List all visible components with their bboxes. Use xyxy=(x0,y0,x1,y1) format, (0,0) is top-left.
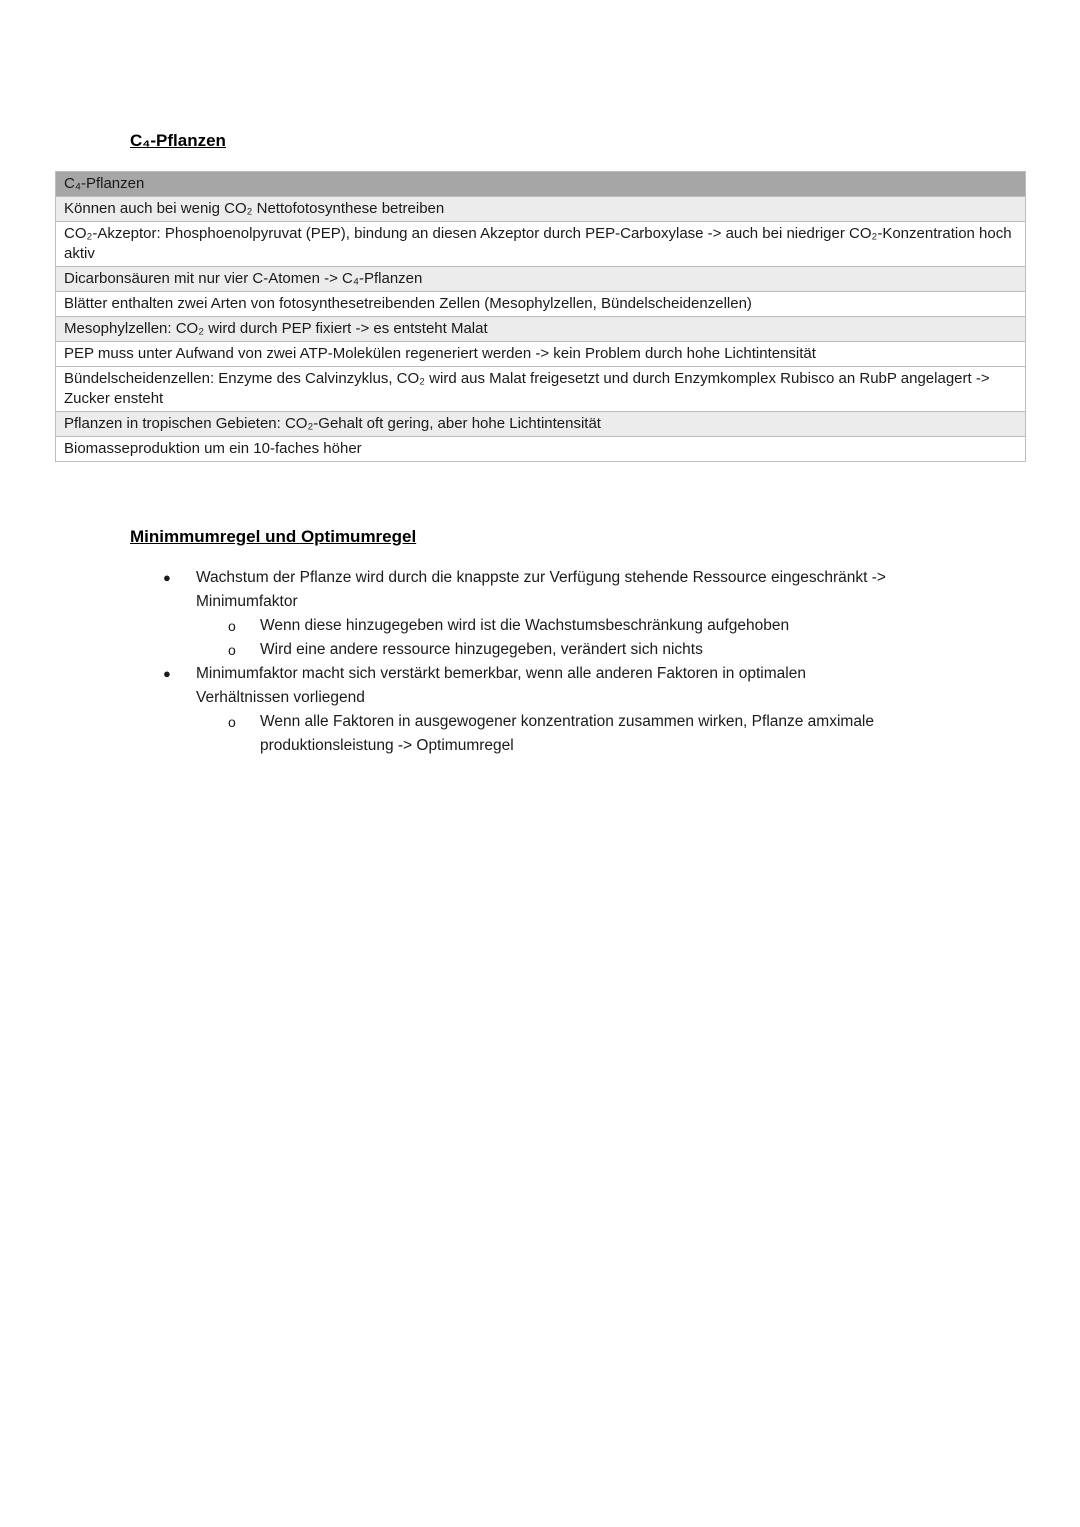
table-row: Mesophylzellen: CO₂ wird durch PEP fixiert -> es entsteht Malat xyxy=(56,317,1025,342)
bullet-item xyxy=(163,662,893,710)
disc-bullet-marker: ● xyxy=(163,570,171,585)
circle-bullet-marker: o xyxy=(228,642,236,658)
sub-bullet-item xyxy=(163,614,893,638)
table-row: Biomasseproduktion um ein 10-faches höher xyxy=(56,437,1025,462)
bullet-item xyxy=(163,566,893,614)
table-row: Blätter enthalten zwei Arten von fotosynthesetreibenden Zellen (Mesophylzellen, Bündelscheidenzellen) xyxy=(56,292,1025,317)
heading-minimumregel: Minimmumregel und Optimumregel xyxy=(130,527,417,546)
table-header-row: C₄-Pflanzen xyxy=(56,172,1025,197)
bullet-text: Wenn alle Faktoren in ausgewogener konzentration zusammen wirken, Pflanze amximale produktionsleistung -> Optimumregel xyxy=(260,713,874,754)
table-row: CO₂-Akzeptor: Phosphoenolpyruvat (PEP), bindung an diesen Akzeptor durch PEP-Carboxylase -> auch bei niedriger CO₂-Konzentration hoch aktiv xyxy=(56,222,1025,267)
bullet-text: Minimumfaktor macht sich verstärkt bemerkbar, wenn alle anderen Faktoren in optimalen Verhältnissen vorliegend xyxy=(196,665,806,706)
table-row: Dicarbonsäuren mit nur vier C-Atomen -> C₄-Pflanzen xyxy=(56,267,1025,292)
circle-bullet-marker: o xyxy=(228,714,236,730)
bullet-text: Wachstum der Pflanze wird durch die knappste zur Verfügung stehende Ressource eingeschränkt -> Minimumfaktor xyxy=(196,569,886,610)
notes-table xyxy=(55,171,1026,462)
table-rows xyxy=(56,197,1025,462)
disc-bullet-marker: ● xyxy=(163,666,171,681)
table-row: Bündelscheidenzellen: Enzyme des Calvinzyklus, CO₂ wird aus Malat freigesetzt und durch Enzymkomplex Rubisco an RubP angelagert -> Zucker ensteht xyxy=(56,367,1025,412)
circle-bullet-marker: o xyxy=(228,618,236,634)
table-row: PEP muss unter Aufwand von zwei ATP-Molekülen regeneriert werden -> kein Problem durch hohe Lichtintensität xyxy=(56,342,1025,367)
bullet-text: Wird eine andere ressource hinzugegeben, verändert sich nichts xyxy=(260,641,703,658)
sub-bullet-item xyxy=(163,638,893,662)
sub-bullet-item xyxy=(163,710,893,758)
bullet-text: Wenn diese hinzugegeben wird ist die Wachstumsbeschränkung aufgehoben xyxy=(260,617,790,634)
bullet-list xyxy=(163,566,893,758)
heading-c4-pflanzen: C₄-Pflanzen xyxy=(130,131,226,150)
table-row: Pflanzen in tropischen Gebieten: CO₂-Gehalt oft gering, aber hohe Lichtintensität xyxy=(56,412,1025,437)
table-row: Können auch bei wenig CO₂ Nettofotosynthese betreiben xyxy=(56,197,1025,222)
